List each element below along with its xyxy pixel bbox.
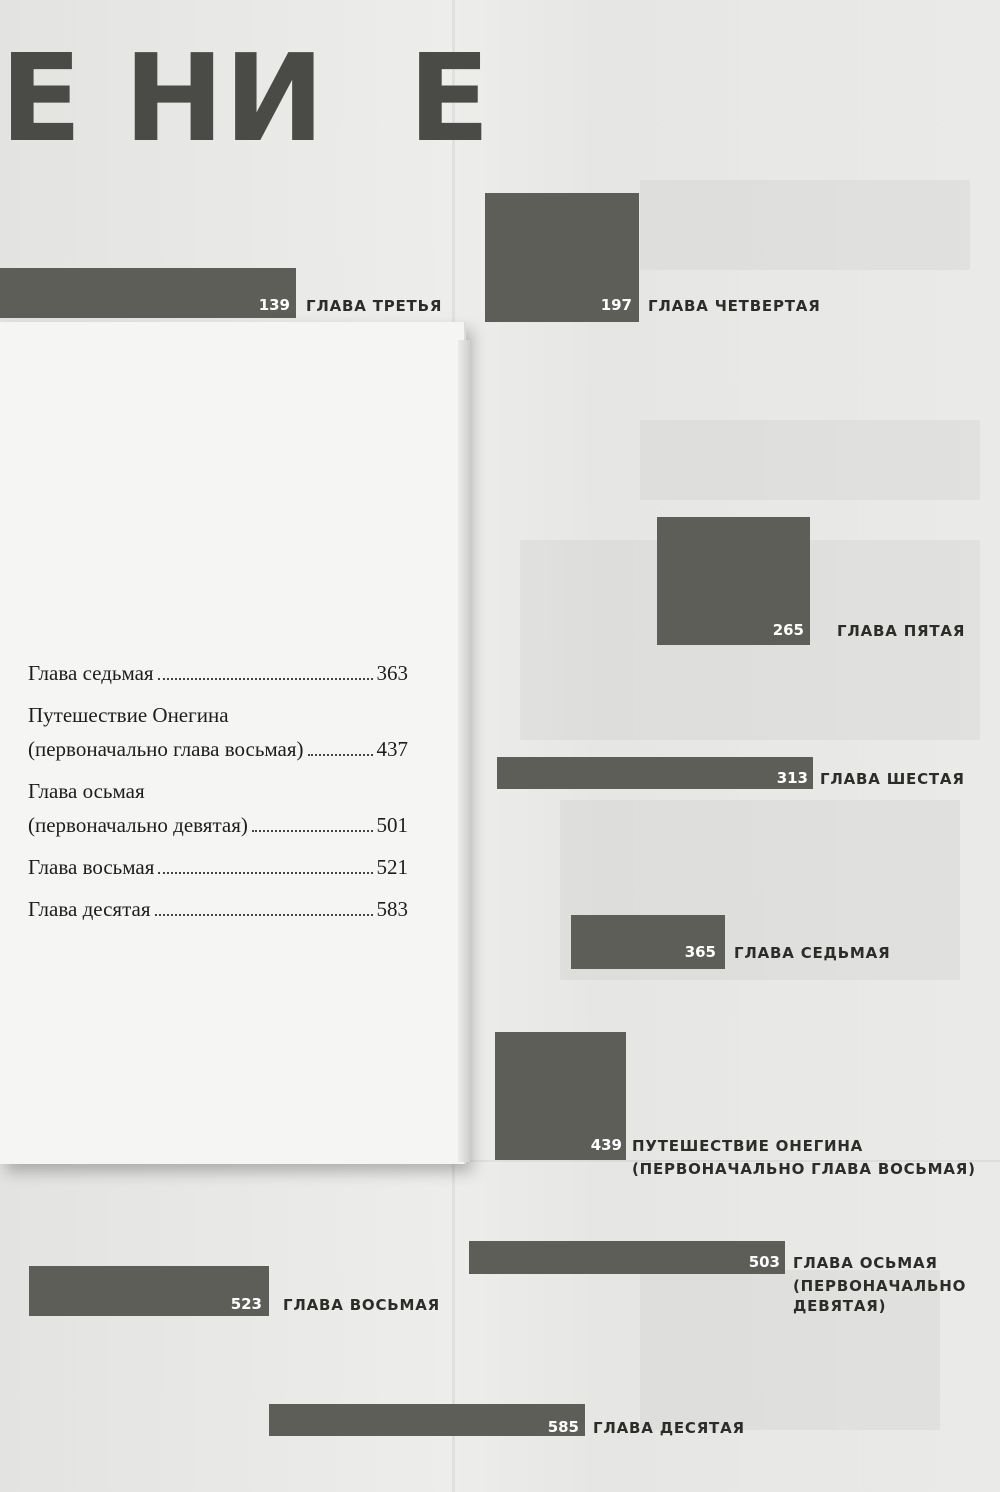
section-page-number: 439 [590, 1136, 622, 1154]
section-page-number: 365 [684, 943, 716, 961]
toc-entry-page: 437 [376, 737, 408, 761]
toc-entry-title: (первоначально глава восьмая) [28, 737, 304, 761]
section-page-number: 197 [600, 296, 632, 314]
section-page-number: 265 [772, 621, 804, 639]
section-page-number: 503 [748, 1253, 780, 1271]
toc-entry-page: 501 [376, 813, 408, 837]
section-title: ГЛАВА СЕДЬМАЯ [734, 944, 891, 962]
toc-entry-title: Глава восьмая [28, 855, 155, 879]
section-title: ГЛАВА ТРЕТЬЯ [306, 297, 443, 315]
toc-entry [28, 702, 408, 762]
toc-entry [28, 896, 408, 922]
section-title: ДЕВЯТАЯ) [793, 1297, 887, 1315]
toc-entry [28, 778, 408, 838]
section-title: ПУТЕШЕСТВИЕ ОНЕГИНА [632, 1137, 864, 1155]
heading-fragment: Е НИ Е [0, 30, 491, 169]
section-title: ГЛАВА ШЕСТАЯ [820, 770, 965, 788]
section-title: ГЛАВА ДЕСЯТАЯ [593, 1419, 745, 1437]
section-title: ГЛАВА ПЯТАЯ [837, 622, 966, 640]
faint-imprint-block [640, 420, 980, 500]
section-page-number: 313 [776, 769, 808, 787]
toc-entry [28, 854, 408, 880]
toc-entry-page: 521 [376, 855, 408, 879]
toc-entry-page: 363 [376, 661, 408, 685]
toc-leader-dots [158, 872, 372, 874]
toc-entry-title: Глава седьмая [28, 661, 154, 685]
section-page-number: 139 [258, 296, 290, 314]
toc-entry [28, 660, 408, 686]
section-title: ГЛАВА ЧЕТВЕРТАЯ [648, 297, 821, 315]
toc-entry-title: (первоначально девятая) [28, 813, 248, 837]
section-title: (ПЕРВОНАЧАЛЬНО [793, 1277, 967, 1295]
toc-leader-dots [155, 914, 373, 916]
toc-leader-dots [158, 678, 373, 680]
toc-entry-title: Глава десятая [28, 897, 151, 921]
section-page-number: 523 [230, 1295, 262, 1313]
toc-leader-dots [308, 754, 373, 756]
section-title: (ПЕРВОНАЧАЛЬНО ГЛАВА ВОСЬМАЯ) [632, 1160, 976, 1178]
section-page-number: 585 [547, 1418, 579, 1436]
toc-leader-dots [252, 830, 373, 832]
table-of-contents [28, 660, 408, 938]
inset-book-page-edge [458, 340, 470, 1162]
toc-entry-page: 583 [376, 897, 408, 921]
section-title: ГЛАВА ОСЬМАЯ [793, 1254, 938, 1272]
faint-imprint-block [640, 180, 970, 270]
section-title: ГЛАВА ВОСЬМАЯ [283, 1296, 441, 1314]
toc-entry-title: Глава осьмая [28, 779, 145, 803]
toc-entry-title: Путешествие Онегина [28, 703, 229, 727]
